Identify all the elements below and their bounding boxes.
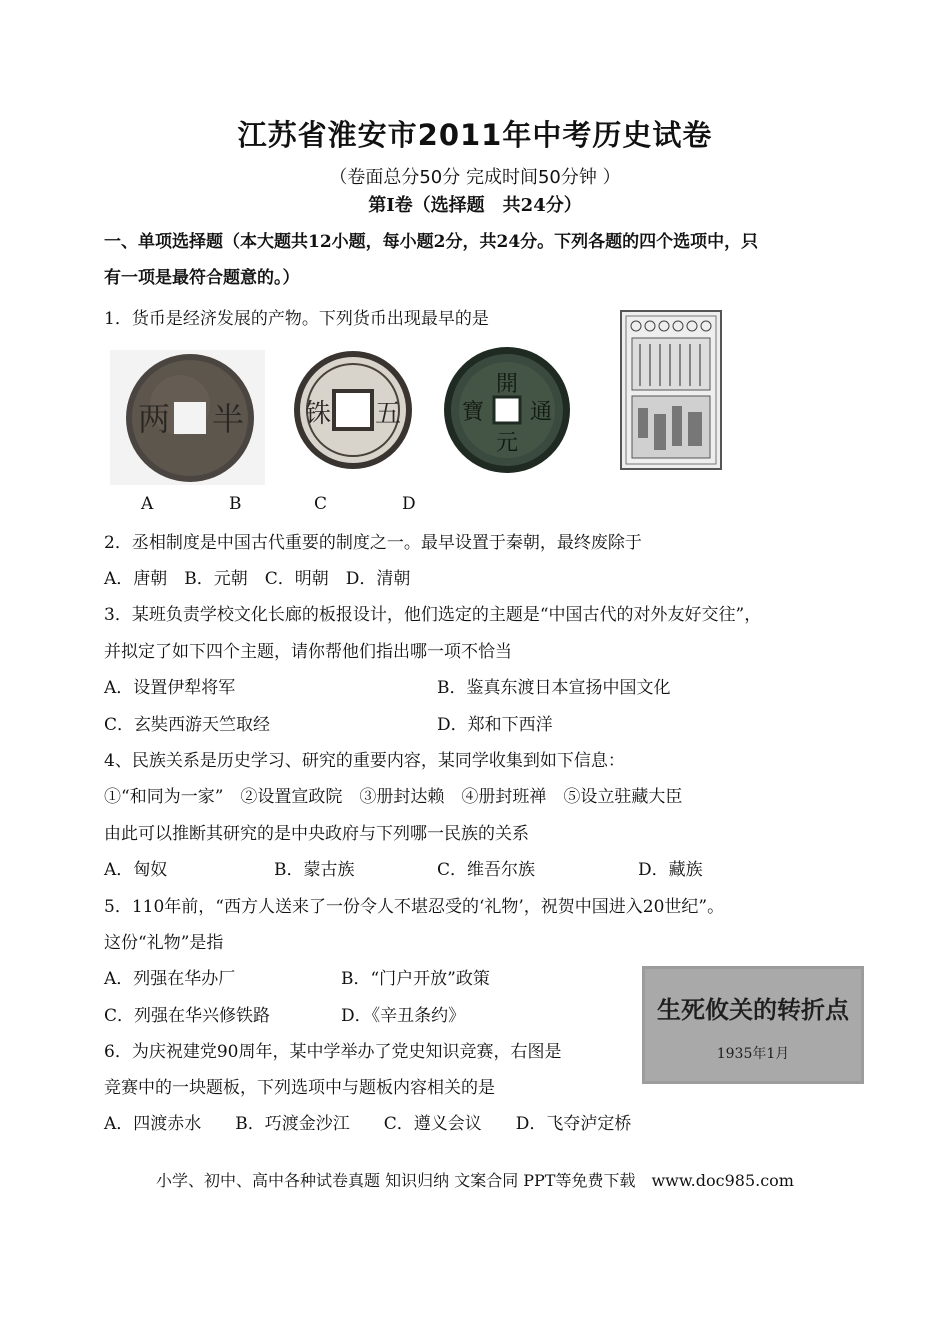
q5-option-b: B．“门户开放”政策 xyxy=(341,969,490,989)
coin-a-image xyxy=(110,350,265,485)
q2-stem: 2．丞相制度是中国古代重要的制度之一。最早设置于秦朝，最终废除于 xyxy=(104,533,642,553)
coin-a-char-left: 两 xyxy=(137,400,171,438)
q6-options: A．四渡赤水 B．巧渡金沙江 C．遵义会议 D．飞夺泸定桥 xyxy=(104,1114,632,1134)
q4-option-c: C．维吾尔族 xyxy=(437,860,536,880)
q4-info: ①“和同为一家” ②设置宣政院 ③册封达赖 ④册封班禅 ⑤设立驻藏大臣 xyxy=(104,787,683,807)
exam-info: （卷面总分50分 完成时间50分钟 ） xyxy=(329,167,621,188)
q3-stem-line2: 并拟定了如下四个主题，请你帮他们指出哪一项不恰当 xyxy=(104,642,512,662)
q1-stem: 1．货币是经济发展的产物。下列货币出现最早的是 xyxy=(104,309,489,329)
q4-option-d: D．藏族 xyxy=(638,860,703,880)
q4-stem: 4、民族关系是历史学习、研究的重要内容，某同学收集到如下信息： xyxy=(104,751,625,771)
q5-stem-line2: 这份“礼物”是指 xyxy=(104,933,224,953)
paper-money-image xyxy=(620,310,722,470)
section-heading-line1: 一、单项选择题（本大题共12小题，每小题2分，共24分。下列各题的四个选项中，只 xyxy=(104,232,759,252)
q4-option-a: A．匈奴 xyxy=(104,860,168,880)
q6-stem-line1: 6．为庆祝建党90周年，某中学举办了党史知识竞赛，右图是 xyxy=(104,1042,562,1062)
q4-stem-line2: 由此可以推断其研究的是中央政府与下列哪一民族的关系 xyxy=(104,824,529,844)
q3-stem-line1: 3．某班负责学校文化长廊的板报设计，他们选定的主题是“中国古代的对外友好交往”， xyxy=(104,605,762,625)
q2-options: A．唐朝 B．元朝 C．明朝 D．清朝 xyxy=(104,569,411,589)
q1-label-a: A xyxy=(141,494,154,514)
q1-label-d: D xyxy=(402,494,416,514)
q6-board-title: 生死攸关的转折点 xyxy=(657,995,849,1024)
q5-option-a: A．列强在华办厂 xyxy=(104,969,236,989)
q5-option-c: C．列强在华兴修铁路 xyxy=(104,1006,271,1026)
q6-stem-line2: 竞赛中的一块题板，下列选项中与题板内容相关的是 xyxy=(104,1078,495,1098)
q3-option-b: B．鉴真东渡日本宣扬中国文化 xyxy=(437,678,671,698)
q5-stem-line1: 5．110年前，“西方人送来了一份令人不堪忍受的‘礼物’，祝贺中国进入20世纪”。 xyxy=(104,897,725,917)
q6-board-date: 1935年1月 xyxy=(716,1046,790,1062)
coin-c-char-left: 寶 xyxy=(461,400,485,425)
coin-c-char-top: 開 xyxy=(495,372,519,397)
q1-label-b: B xyxy=(229,494,242,514)
coin-c-char-bottom: 元 xyxy=(495,431,519,456)
q1-label-c: C xyxy=(314,494,328,514)
q3-option-c: C．玄奘西游天竺取经 xyxy=(104,715,271,735)
coin-a-char-right: 半 xyxy=(211,400,245,438)
volume-heading: 第Ⅰ卷（选择题 共24分） xyxy=(368,195,582,216)
coin-c-image xyxy=(440,346,575,474)
page-title: 江苏省淮安市2011年中考历史试卷 xyxy=(237,118,713,152)
coin-b-char-left: 铢 xyxy=(304,399,332,429)
section-heading-line2: 有一项是最符合题意的。） xyxy=(104,268,300,288)
q5-option-d: D．《辛丑条约》 xyxy=(341,1006,466,1026)
q3-option-a: A．设置伊犁将军 xyxy=(104,678,236,698)
coin-b-image xyxy=(288,350,418,470)
q3-option-d: D．郑和下西洋 xyxy=(437,715,553,735)
q4-option-b: B．蒙古族 xyxy=(274,860,355,880)
coin-c-char-right: 通 xyxy=(529,400,553,425)
coin-b-char-right: 五 xyxy=(374,399,402,429)
footer-note: 小学、初中、高中各种试卷真题 知识归纳 文案合同 PPT等免费下载 www.doc985.com xyxy=(156,1171,794,1190)
q6-board-image xyxy=(642,966,864,1084)
